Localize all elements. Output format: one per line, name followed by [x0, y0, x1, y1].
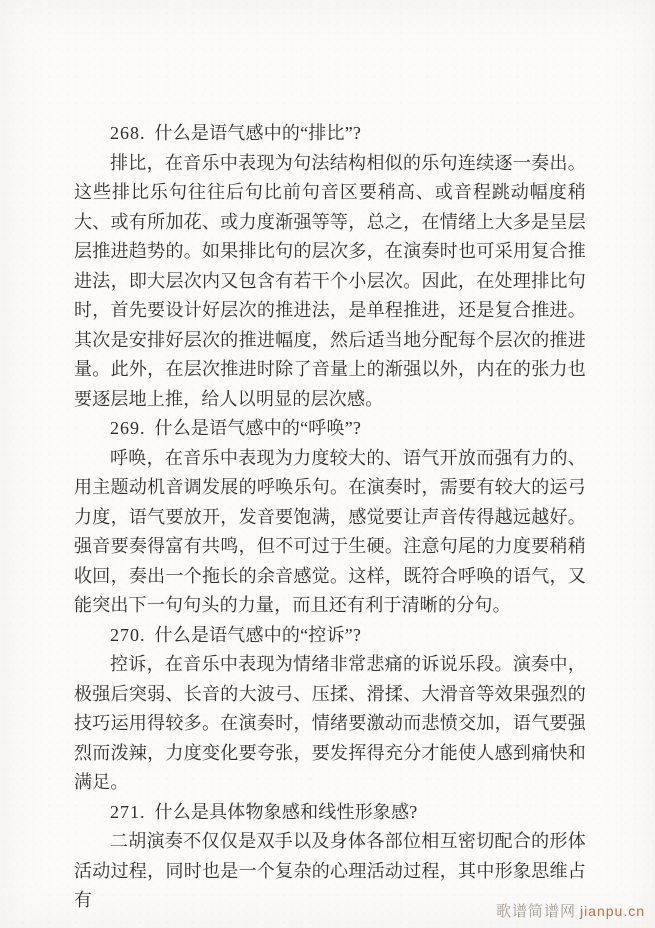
watermark-site-name: 歌谱简谱网 [495, 904, 576, 920]
question-text: 什么是语气感中的“呼唤”? [154, 418, 362, 438]
qa-section-269 [74, 414, 586, 621]
question-text: 什么是语气感中的“排比”? [154, 123, 362, 143]
answer-paragraph: 排比，在音乐中表现为句法结构相似的乐句连续逐一奏出。这些排比乐句往往后句比前句音区要稍高、或音程跳动幅度稍大、或有所加花、或力度渐强等等，总之，在情绪上大多是呈层层推进趋势的。如果排比句的层次多，在演奏时也可采用复合推进法，即大层次内又包含有若干个小层次。因此，在处理排比句时，首先要设计好层次的推进法，是单程推进，还是复合推进。其次是安排好层次的推进幅度，然后适当地分配每个层次的推进量。此外，在层次推进时除了音量上的渐强以外，内在的张力也要逐层地上推，给人以明显的层次感。 [74, 152, 586, 409]
question-heading [74, 621, 586, 651]
qa-section-271 [74, 798, 586, 916]
question-number: 269. [110, 418, 146, 438]
qa-section-268 [74, 119, 586, 414]
question-heading [74, 414, 586, 444]
question-text: 什么是具体物象感和线性形象感? [154, 801, 418, 822]
question-number: 271. [110, 801, 146, 822]
page-content [74, 119, 586, 916]
question-heading [74, 119, 586, 149]
watermark-site-url: jianpu.cn [579, 903, 645, 919]
watermark [496, 900, 645, 921]
question-number: 270. [110, 624, 146, 645]
answer-paragraph: 控诉，在音乐中表现为情绪非常悲痛的诉说乐段。演奏中，极强后突弱、长音的大波弓、压揉、滑揉、大滑音等效果强烈的技巧运用得较多。在演奏时，情绪要激动而悲愤交加，语气要强烈而泼辣，力度变化要夸张，要发挥得充分才能使人感到痛快和满足。 [74, 654, 586, 792]
question-number: 268. [110, 123, 146, 143]
answer-paragraph: 呼唤，在音乐中表现为力度较大的、语气开放而强有力的、用主题动机音调发展的呼唤乐句。在演奏时，需要有较大的运弓力度，语气要放开，发音要饱满，感觉要让声音传得越远越好。强音要奏得富有共鸣，但不可过于生硬。注意句尾的力度要稍稍收回，奏出一个拖长的余音感觉。这样，既符合呼唤的语气，又能突出下一句句头的力量，而且还有利于清晰的分句。 [74, 447, 586, 615]
answer-paragraph: 二胡演奏不仅仅是双手以及身体各部位相互密切配合的形体活动过程，同时也是一个复杂的心理活动过程，其中形象思维占有 [74, 831, 586, 910]
question-text: 什么是语气感中的“控诉”? [154, 624, 362, 645]
question-heading [74, 798, 586, 828]
qa-section-270 [74, 621, 586, 798]
